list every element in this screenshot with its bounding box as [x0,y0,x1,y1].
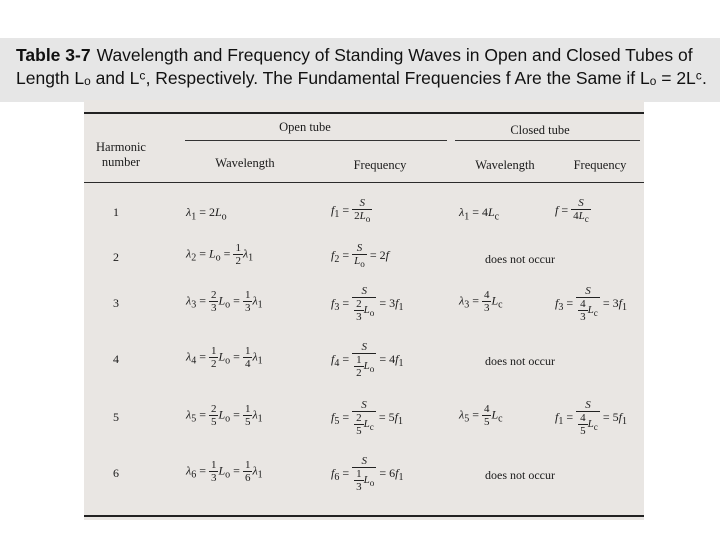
open-wavelength-cell: $\lambda_2 = L_o$ = $\frac{1}{2}$ $\lambda_1$ [186,242,254,267]
harmonic-number: 6 [113,466,119,480]
table-caption [16,44,716,90]
open-frequency-cell: $f_4$ = S $\frac{1}{2}$ $L_o$ = $4f_1$ [331,341,404,379]
harmonic-number-header: Harmonic number [96,140,146,169]
open-frequency-cell: $f_3$ = S $\frac{2}{3}$ $L_o$ = $3f_1$ [331,285,404,323]
does-not-occur-cell: does not occur [485,252,555,266]
closed-frequency-cell: $f_1$ = S $\frac{4}{5}$ $L_c$ = $5f_1$ [555,399,627,437]
closed-wavelength-cell: $\lambda_5$ = $\frac{4}{5}$ $L_c$ [459,403,503,428]
open-wavelength-cell: $\lambda_5$ = $\frac{2}{5}$ $L_o$ = $\frac{1}{5}$ $\lambda_1$ [186,403,263,428]
caption-text: Wavelength and Frequency of Standing Waves in Open and Closed Tubes of Length Lₒ and Lᶜ, Respectively. The Fundamental Frequencies f Are the Same if Lₒ = 2Lᶜ. [16,45,707,88]
closed-tube-header: Closed tube [510,123,570,137]
closed-tube-underline [455,140,640,141]
open-wavelength-cell: $\lambda_3$ = $\frac{2}{3}$ $L_o$ = $\frac{1}{3}$ $\lambda_1$ [186,289,263,314]
table-top-rule [84,112,644,114]
open-frequency-cell: $f_6$ = S $\frac{1}{3}$ $L_o$ = $6f_1$ [331,455,404,493]
open-frequency-header: Frequency [353,158,407,172]
closed-frequency-cell: $f_3$ = S $\frac{4}{3}$ $L_c$ = $3f_1$ [555,285,627,323]
open-frequency-cell: $f_1$ = $\frac{S}{2L_o}$ [331,197,371,225]
table-bottom-rule [84,515,644,517]
harmonic-number: 2 [113,250,119,264]
open-frequency-cell: $f_2$ = $\frac{S}{L_o}$ = 2f [331,242,389,270]
closed-wavelength-cell: $\lambda_3$ = $\frac{4}{3}$ $L_c$ [459,289,503,314]
does-not-occur-cell: does not occur [485,354,555,368]
harmonic-number: 3 [113,296,119,310]
closed-frequency-header: Frequency [573,158,627,172]
open-wavelength-cell: $\lambda_1 = 2L_o$ [186,205,227,223]
open-wavelength-cell: $\lambda_4$ = $\frac{1}{2}$ $L_o$ = $\frac{1}{4}$ $\lambda_1$ [186,345,263,370]
harmonic-number: 4 [113,352,119,366]
open-wavelength-cell: $\lambda_6$ = $\frac{1}{3}$ $L_o$ = $\frac{1}{6}$ $\lambda_1$ [186,459,263,484]
open-tube-header: Open tube [279,120,331,134]
header-bottom-rule [84,182,644,183]
harmonic-number: 5 [113,410,119,424]
closed-frequency-cell: f = $\frac{S}{4L_c}$ [555,197,589,225]
table-number: Table 3-7 [16,45,91,65]
does-not-occur-cell: does not occur [485,468,555,482]
closed-wavelength-cell: $\lambda_1 = 4L_c$ [459,205,500,223]
open-tube-underline [185,140,447,141]
open-frequency-cell: $f_5$ = S $\frac{2}{5}$ $L_c$ = $5f_1$ [331,399,403,437]
closed-wavelength-header: Wavelength [475,158,535,172]
harmonic-number: 1 [113,205,119,219]
open-wavelength-header: Wavelength [215,156,275,170]
